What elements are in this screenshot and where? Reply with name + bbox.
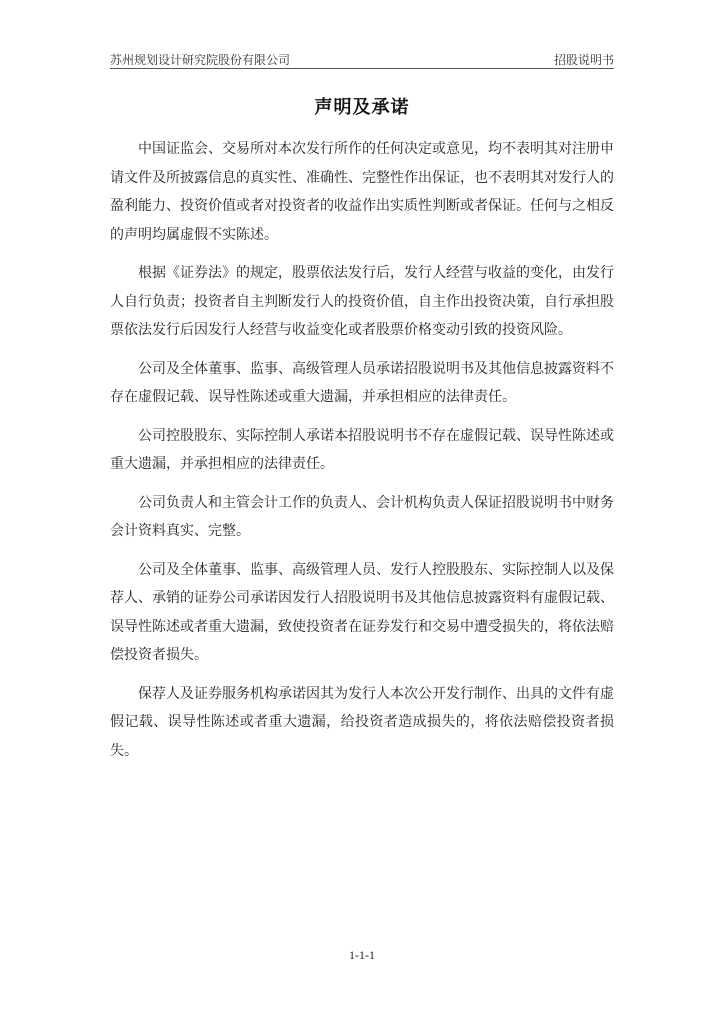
header-document-type: 招股说明书 [553,52,614,67]
document-body [110,135,614,775]
page-number: 1-1-1 [349,948,375,962]
paragraph-regulator-disclaimer: 中国证监会、交易所对本次发行所作的任何决定或意见，均不表明其对注册申请文件及所披露信息的真实性、准确性、完整性作出保证，也不表明其对发行人的盈利能力、投资价值或者对投资者的收益作出实质性判断或者保证。任何与之相反的声明均属虚假不实陈述。 [110,141,614,243]
page-title: 声明及承诺 [314,97,410,118]
header-divider [110,68,614,69]
paragraph-directors-commitment: 公司及全体董事、监事、高级管理人员承诺招股说明书及其他信息披露资料不存在虚假记载、误导性陈述或重大遗漏，并承担相应的法律责任。 [110,360,614,405]
paragraph-financial-accuracy: 公司负责人和主管会计工作的负责人、会计机构负责人保证招股说明书中财务会计资料真实、完整。 [110,494,614,539]
paragraph-compensation-commitment: 公司及全体董事、监事、高级管理人员、发行人控股股东、实际控制人以及保荐人、承销的证券公司承诺因发行人招股说明书及其他信息披露资料有虚假记载、误导性陈述或者重大遗漏，致使投资者在证券发行和交易中遭受损失的，将依法赔偿投资者损失。 [110,561,614,663]
page-header [110,50,614,68]
paragraph-controlling-shareholder-commitment: 公司控股股东、实际控制人承诺本招股说明书不存在虚假记载、误导性陈述或重大遗漏，并承担相应的法律责任。 [110,427,614,472]
paragraph-investment-risk: 根据《证券法》的规定，股票依法发行后，发行人经营与收益的变化，由发行人自行负责；投资者自主判断发行人的投资价值，自主作出投资决策，自行承担股票依法发行后因发行人经营与收益变化或者股票价格变动引致的投资风险。 [110,265,614,338]
header-company-name: 苏州规划设计研究院股份有限公司 [110,52,291,67]
paragraph-sponsor-commitment: 保荐人及证券服务机构承诺因其为发行人本次公开发行制作、出具的文件有虚假记载、误导性陈述或者重大遗漏，给投资者造成损失的，将依法赔偿投资者损失。 [110,685,614,759]
